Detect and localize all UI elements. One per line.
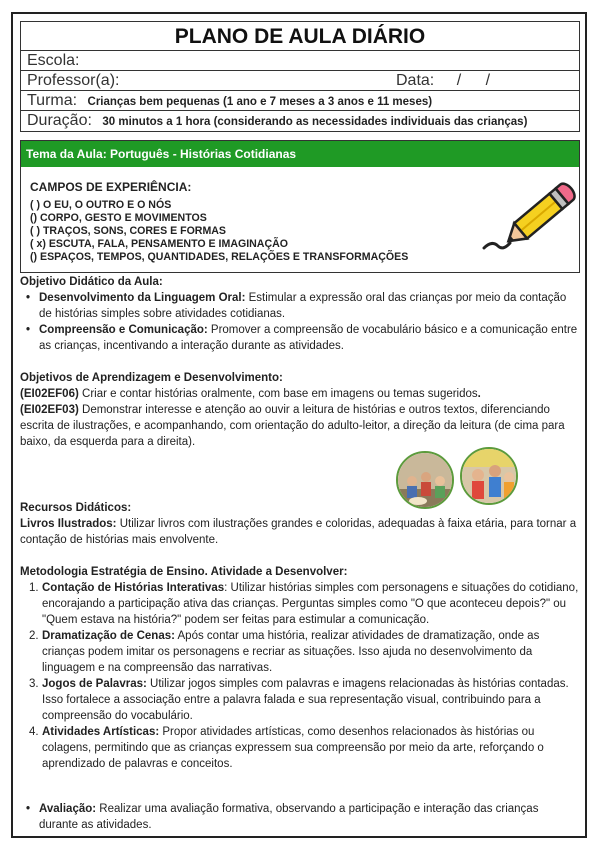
aprendizagem-section <box>20 370 580 450</box>
data-label: Data: <box>396 72 435 89</box>
metodologia-section <box>20 564 580 772</box>
list-item: • Avaliação: Realizar uma avaliação formativa, observando a participação e interação das crianças durante as atividades. <box>20 801 580 833</box>
aprendizagem-objective-2: (EI02EF03) Demonstrar interesse e atenção ao ouvir a leitura de histórias e outros textos, diferenciando escrita de ilustrações, e acompanhando, com orientação do adulto-leitor, a direção da leitura (de cima para baixo, da esquerda para a direita). <box>20 404 565 448</box>
list-item: 3. Jogos de Palavras: Utilizar jogos simples com palavras e imagens relacionadas às histórias contadas. Isso fortalece a associação entre a palavra falada e sua representação visual, contribuindo para a compreensão do vocabulário. <box>29 678 569 722</box>
objetivo-list <box>20 290 580 354</box>
campo-item: ( ) O EU, O OUTRO E O NÓS <box>30 199 172 211</box>
professor-field <box>21 71 579 91</box>
campo-item: ( ) TRAÇOS, SONS, CORES E FORMAS <box>30 225 226 237</box>
metodologia-list <box>20 580 580 772</box>
objetivo-title: Objetivo Didático da Aula: <box>20 276 163 288</box>
recursos-title: Recursos Didáticos: <box>20 502 132 514</box>
escola-field <box>21 51 579 71</box>
duracao-field <box>21 111 579 131</box>
objetivo-section <box>20 274 580 354</box>
campo-item: ( x) ESCUTA, FALA, PENSAMENTO E IMAGINAÇÃO <box>30 238 288 250</box>
duracao-label: Duração: <box>27 112 92 129</box>
list-item: • Desenvolvimento da Linguagem Oral: Estimular a expressão oral das crianças por meio da contação de histórias simples sobre atividades cotidianas. <box>20 290 580 322</box>
header-box <box>20 21 580 132</box>
professor-label: Professor(a): <box>27 72 120 89</box>
campos-title: CAMPOS DE EXPERIÊNCIA: <box>30 180 192 194</box>
recursos-text: Livros Ilustrados: Utilizar livros com ilustrações grandes e coloridas, adequadas à faixa etária, para tornar a contação de histórias mais envolvente. <box>20 518 577 546</box>
metodologia-title: Metodologia Estratégia de Ensino. Atividade a Desenvolver: <box>20 566 348 578</box>
date-separator: / <box>456 72 462 89</box>
date-separator: / <box>485 72 491 89</box>
list-item: 4. Atividades Artísticas: Propor atividades artísticas, como desenhos relacionados às histórias ou colagens, permitindo que as crianças expressem sua compreensão por meio da arte, reforçando o aprendizado de palavras e conceitos. <box>29 726 544 770</box>
theme-box <box>20 140 580 273</box>
recursos-section <box>20 500 580 548</box>
duracao-value: 30 minutos a 1 hora (considerando as necessidades individuais das crianças) <box>102 116 528 128</box>
turma-field <box>21 91 579 111</box>
list-item: • Compreensão e Comunicação: Promover a compreensão de vocabulário básico e a comunicação entre as crianças, incentivando a interação durante as atividades. <box>20 322 580 354</box>
pencil-icon <box>476 173 576 263</box>
lesson-plan-page <box>11 12 587 838</box>
escola-label: Escola: <box>27 52 80 69</box>
campo-item: () ESPAÇOS, TEMPOS, QUANTIDADES, RELAÇÕES E TRANSFORMAÇÕES <box>30 251 409 263</box>
turma-label: Turma: <box>27 92 78 109</box>
list-item: 2. Dramatização de Cenas: Após contar uma história, realizar atividades de dramatização, onde as crianças podem imitar os personagens e recriar as situações. Isso ajuda no desenvolvimento da linguagem e na compreensão das narrativas. <box>29 630 540 674</box>
children-photo <box>460 447 518 505</box>
avaliacao-section <box>20 801 580 833</box>
turma-value: Crianças bem pequenas (1 ano e 7 meses a 3 anos e 11 meses) <box>87 96 433 108</box>
campos-list <box>30 199 408 264</box>
page-title: PLANO DE AULA DIÁRIO <box>21 22 579 51</box>
campo-item: () CORPO, GESTO E MOVIMENTOS <box>30 212 207 224</box>
theme-bar: Tema da Aula: Português - Histórias Cotidianas <box>21 141 579 167</box>
list-item: 1. Contação de Histórias Interativas: Utilizar histórias simples com personagens e situações do cotidiano, encorajando a participação ativa das crianças. Perguntas simples como "O que aconteceu depois?" ou "Quem estava na história?" podem ser feitas para estimular a comunicação. <box>29 582 579 626</box>
aprendizagem-title: Objetivos de Aprendizagem e Desenvolvimento: <box>20 372 283 384</box>
aprendizagem-objective-1: (EI02EF06) Criar e contar histórias oralmente, com base em imagens ou temas sugeridos. <box>20 388 481 400</box>
data-field <box>396 71 490 91</box>
